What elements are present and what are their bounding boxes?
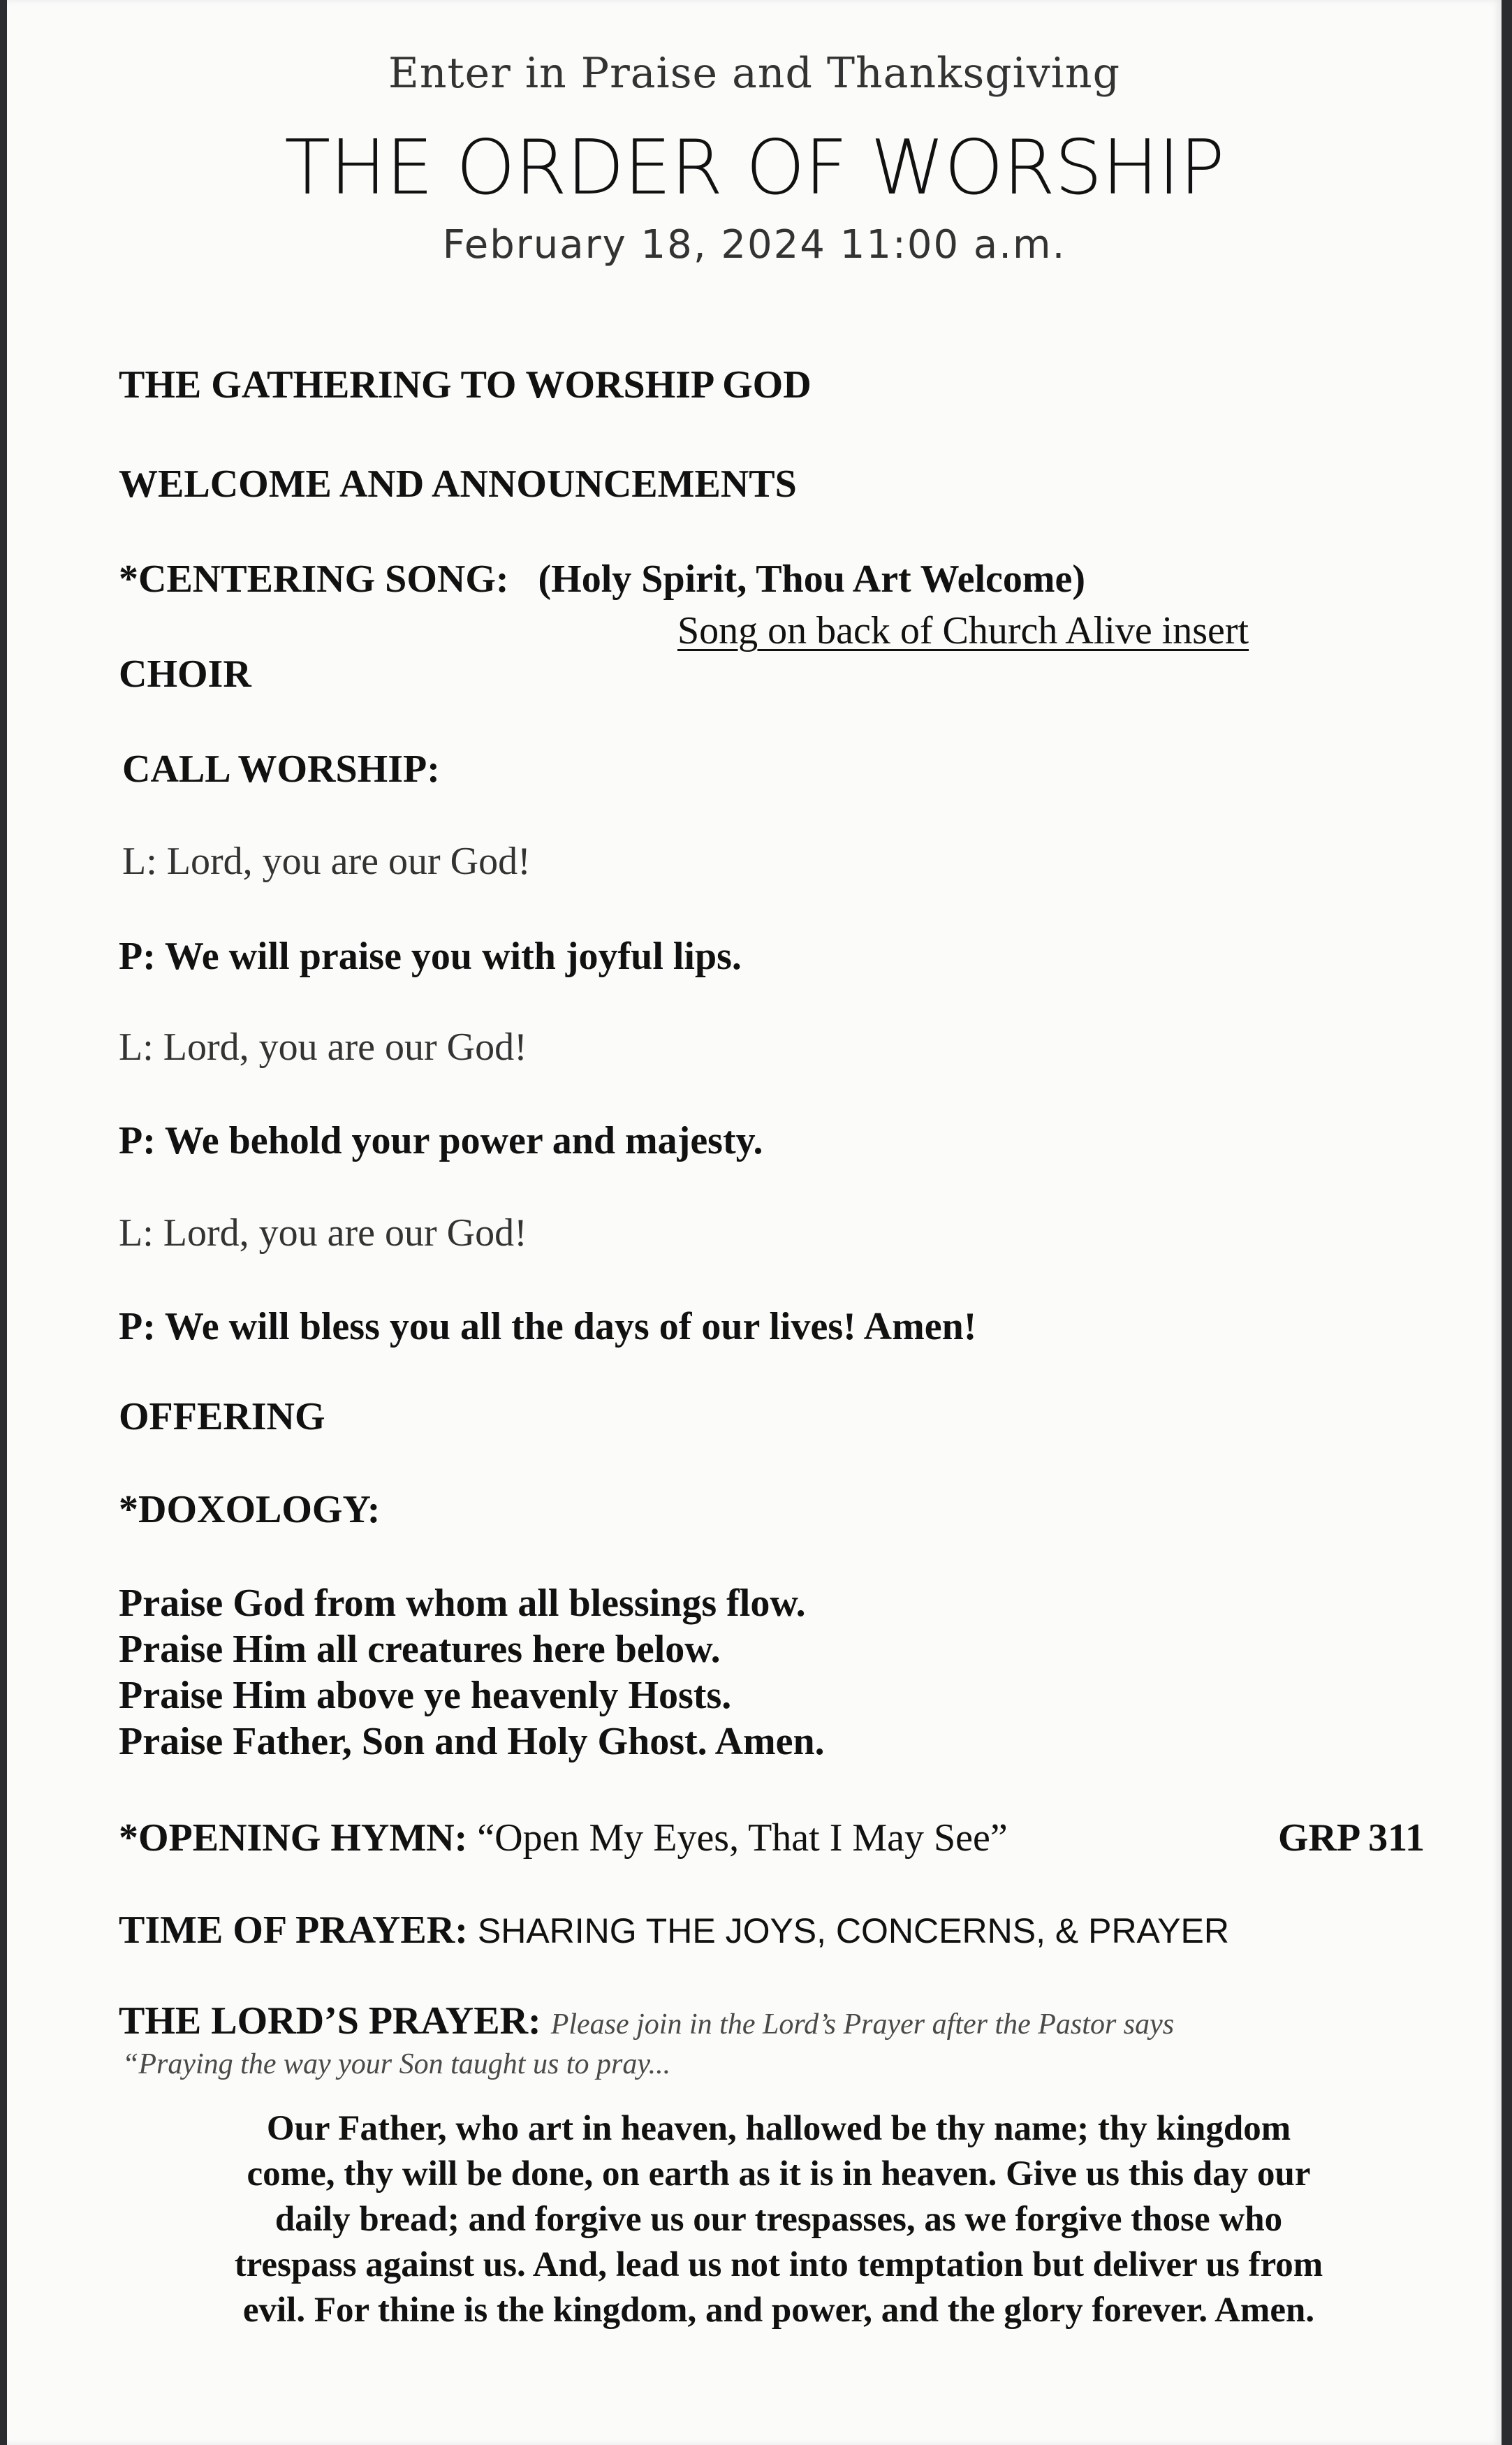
call-worship-line: P: We will bless you all the days of our lives! Amen! — [119, 1305, 977, 1348]
lords-prayer-line: daily bread; and forgive us our trespasses, as we forgive those who — [274, 2200, 1283, 2239]
lords-prayer-heading — [119, 1998, 1174, 2048]
call-worship-line: L: Lord, you are our God! — [119, 1211, 527, 1255]
doxology-line: Praise God from whom all blessings flow. — [119, 1582, 806, 1625]
time-of-prayer-label: TIME OF PRAYER: — [119, 1908, 468, 1952]
lords-prayer-label: THE LORD’S PRAYER: — [119, 1999, 541, 2043]
page-title: THE ORDER OF WORSHIP — [284, 124, 1224, 212]
centering-song-title: (Holy Spirit, Thou Art Welcome) — [538, 557, 1086, 601]
lords-prayer-instruction: Please join in the Lord’s Prayer after the Pastor says — [550, 2008, 1175, 2041]
opening-hymn-ref: GRP 311 — [1277, 1816, 1425, 1860]
call-worship-line: L: Lord, you are our God! — [119, 1026, 527, 1069]
centering-song-label: *CENTERING SONG: — [119, 557, 509, 601]
opening-hymn-label: *OPENING HYMN: — [119, 1816, 468, 1860]
doxology-heading: *DOXOLOGY: — [119, 1488, 381, 1531]
call-worship-line: P: We will praise you with joyful lips. — [119, 935, 742, 978]
lords-prayer-text — [126, 2106, 1432, 2333]
call-worship-line: L: Lord, you are our God! — [122, 840, 531, 883]
lords-prayer-line: evil. For thine is the kingdom, and power, and the glory forever. Amen. — [242, 2291, 1315, 2330]
doxology-line: Praise Father, Son and Holy Ghost. Amen. — [119, 1720, 825, 1763]
section-offering: OFFERING — [119, 1395, 325, 1438]
lords-prayer-line: trespass against us. And, lead us not into temptation but deliver us from — [234, 2245, 1323, 2284]
bulletin-page — [7, 0, 1502, 2445]
service-date: February 18, 2024 11:00 a.m. — [442, 222, 1066, 268]
centering-song — [119, 556, 1085, 602]
time-of-prayer-text: SHARING THE JOYS, CONCERNS, & PRAYER — [477, 1911, 1229, 1950]
opening-hymn — [119, 1815, 1008, 1861]
doxology-line: Praise Him all creatures here below. — [119, 1628, 721, 1671]
section-gathering: THE GATHERING TO WORSHIP GOD — [119, 363, 812, 407]
call-worship-line: P: We behold your power and majesty. — [119, 1119, 763, 1162]
centering-song-note: Song on back of Church Alive insert — [677, 609, 1249, 652]
opening-hymn-title: “Open My Eyes, That I May See” — [477, 1816, 1008, 1860]
header-subtitle: Enter in Praise and Thanksgiving — [388, 49, 1120, 98]
lords-prayer-line: come, thy will be done, on earth as it is in heaven. Give us this day our — [247, 2154, 1311, 2194]
time-of-prayer — [119, 1907, 1229, 1954]
lords-prayer-instruction-cont: “Praying the way your Son taught us to pray... — [122, 2048, 671, 2080]
section-choir: CHOIR — [119, 652, 251, 696]
doxology-line: Praise Him above ye heavenly Hosts. — [119, 1674, 732, 1717]
call-worship-heading: CALL WORSHIP: — [122, 747, 440, 791]
section-welcome: WELCOME AND ANNOUNCEMENTS — [119, 462, 797, 506]
lords-prayer-line: Our Father, who art in heaven, hallowed be thy name; thy kingdom — [266, 2109, 1291, 2148]
